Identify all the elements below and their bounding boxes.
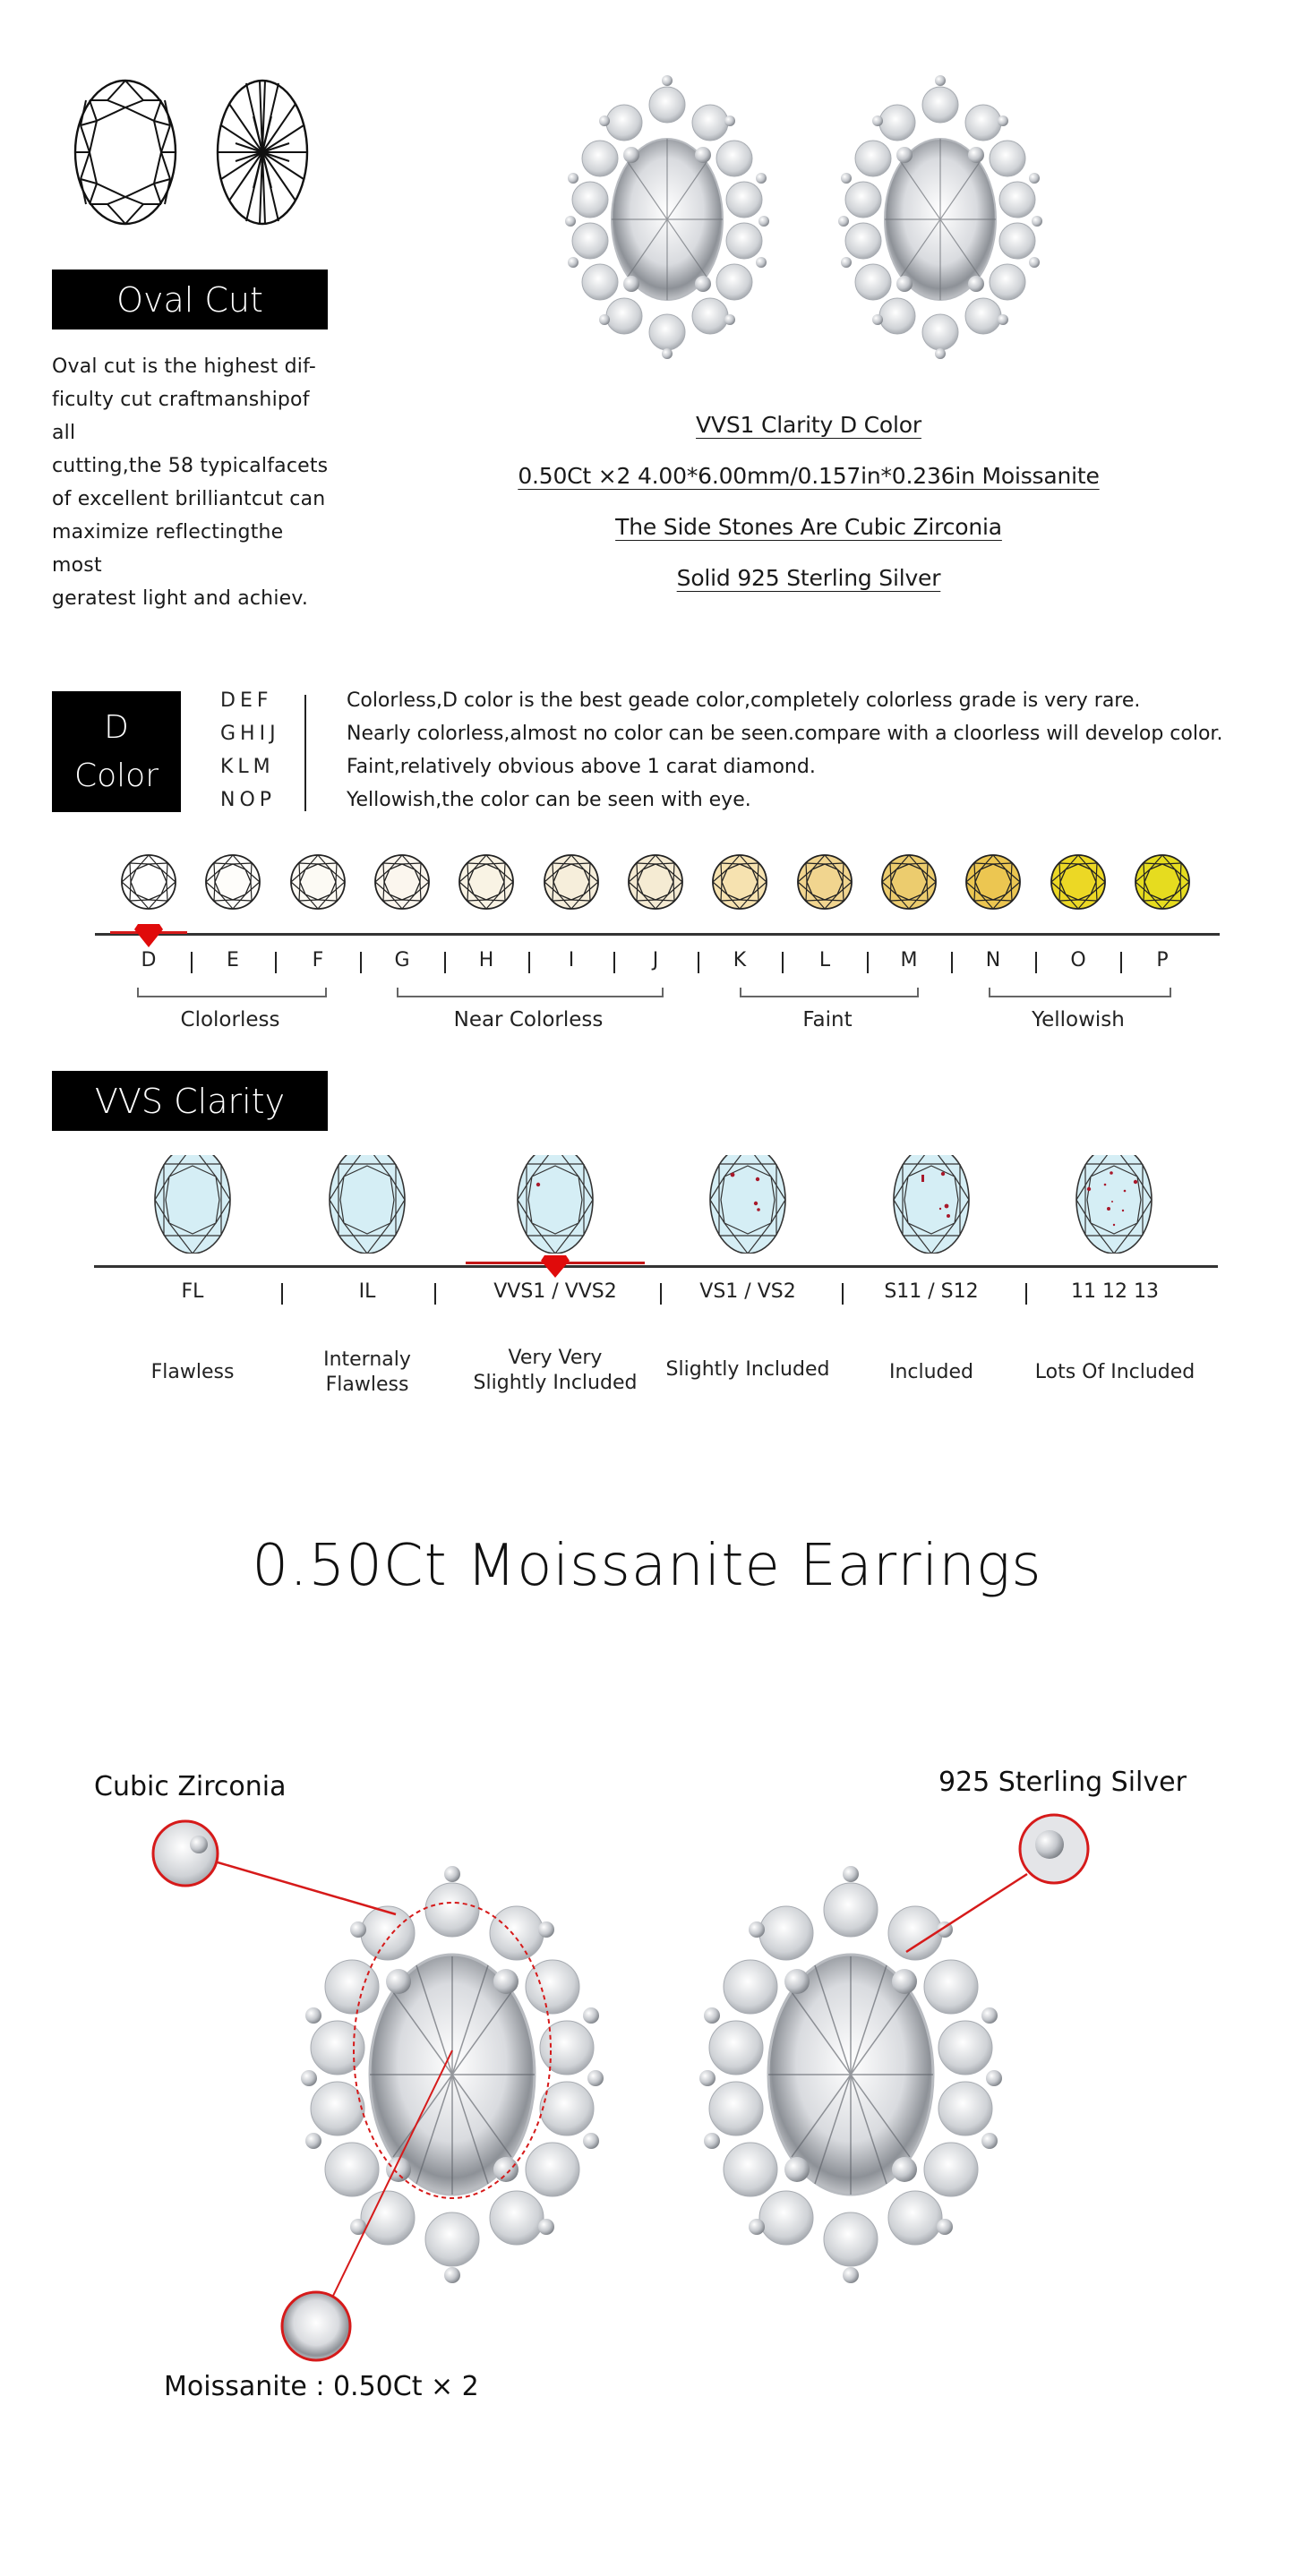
color-selected-marker-icon bbox=[134, 922, 163, 949]
clarity-heading-text: VVS Clarity bbox=[94, 1081, 286, 1121]
clarity-separator bbox=[660, 1283, 662, 1305]
oval-crown-facet-icon bbox=[72, 77, 179, 227]
clarity-desc-vvs: Very Very Slightly Included bbox=[473, 1347, 638, 1394]
callout-silver-label: 925 Sterling Silver bbox=[938, 1767, 1187, 1798]
earring-right bbox=[699, 1866, 1002, 2283]
grade-j: J bbox=[652, 949, 659, 971]
stone-l bbox=[798, 855, 852, 909]
clarity-stone-vvs bbox=[518, 1155, 593, 1254]
color-desc-faint: Faint,relatively obvious above 1 carat diamond. bbox=[347, 756, 816, 778]
grade-separator bbox=[782, 952, 784, 973]
grade-l: L bbox=[818, 949, 831, 971]
grade-e: E bbox=[227, 949, 239, 971]
clarity-code-il: IL bbox=[358, 1280, 376, 1303]
clarity-desc-si: Included bbox=[888, 1361, 974, 1383]
color-desc-near-colorless: Nearly colorless,almost no color can be seen.compare with a cloorless will develop color. bbox=[347, 723, 1223, 745]
grade-separator bbox=[444, 952, 446, 973]
earring-pair-photo-small bbox=[537, 63, 1075, 385]
description-line: of excellent brilliantcut can bbox=[52, 488, 326, 510]
grade-separator bbox=[528, 952, 530, 973]
bracket-faint bbox=[740, 988, 919, 997]
clarity-desc-vs: Slightly Included bbox=[665, 1358, 830, 1381]
clarity-stone-vs bbox=[710, 1155, 785, 1254]
stone-d bbox=[122, 855, 176, 909]
clarity-code-fl: FL bbox=[181, 1280, 204, 1303]
clarity-separator bbox=[434, 1283, 436, 1305]
description-line: ficulty cut craftmanshipof all bbox=[52, 389, 310, 444]
grade-g: G bbox=[394, 949, 410, 971]
clarity-stone-il bbox=[330, 1155, 405, 1254]
grade-o: O bbox=[1070, 949, 1086, 971]
grade-separator bbox=[360, 952, 362, 973]
product-title: 0.50Ct Moissanite Earrings bbox=[252, 1533, 1042, 1599]
clarity-code-si: S11 / S12 bbox=[884, 1280, 979, 1303]
earring-pair-photo-large bbox=[0, 1728, 1294, 2534]
group-near-colorless: Near Colorless bbox=[453, 1008, 604, 1031]
oval-pavilion-facet-icon bbox=[215, 77, 310, 227]
grade-f: F bbox=[312, 949, 324, 971]
grade-i: I bbox=[568, 949, 575, 971]
clarity-heading bbox=[52, 1071, 328, 1131]
bracket-yellowish bbox=[989, 988, 1171, 997]
color-codes-ghij: GHIJ bbox=[220, 723, 280, 745]
grade-p: P bbox=[1156, 949, 1169, 971]
grade-separator bbox=[951, 952, 953, 973]
grade-separator bbox=[191, 952, 193, 973]
clarity-code-i: 11 12 13 bbox=[1071, 1280, 1159, 1303]
grade-separator bbox=[867, 952, 869, 973]
grade-separator bbox=[275, 952, 277, 973]
grade-separator bbox=[1120, 952, 1122, 973]
spec-side-stones: The Side Stones Are Cubic Zirconia bbox=[615, 514, 1002, 540]
callout-cubic-zirconia-label: Cubic Zirconia bbox=[94, 1771, 287, 1802]
clarity-separator bbox=[842, 1283, 844, 1305]
stone-o bbox=[1051, 855, 1105, 909]
earring-left bbox=[301, 1866, 604, 2283]
grade-h: H bbox=[478, 949, 494, 971]
stone-p bbox=[1135, 855, 1189, 909]
d-color-badge-word: Color bbox=[74, 757, 159, 794]
color-codes-klm: KLM bbox=[220, 756, 275, 778]
stone-f bbox=[291, 855, 345, 909]
clarity-scale-axis bbox=[94, 1265, 1218, 1268]
color-scale-axis bbox=[95, 933, 1220, 936]
bracket-near-colorless bbox=[397, 988, 664, 997]
grade-separator bbox=[1035, 952, 1037, 973]
stone-j bbox=[629, 855, 682, 909]
clarity-desc-il: Internaly Flawless bbox=[323, 1348, 411, 1396]
group-faint: Faint bbox=[802, 1008, 853, 1031]
color-scale-stones bbox=[90, 851, 1236, 922]
color-grade-divider bbox=[304, 695, 306, 811]
callout-cubic-zirconia-magnifier bbox=[153, 1821, 396, 1914]
grade-d: D bbox=[141, 949, 157, 971]
stone-k bbox=[713, 855, 767, 909]
bracket-colorless bbox=[137, 988, 327, 997]
grade-separator bbox=[698, 952, 699, 973]
stone-m bbox=[882, 855, 936, 909]
group-colorless: Clolorless bbox=[180, 1008, 280, 1031]
clarity-stone-i bbox=[1076, 1155, 1152, 1254]
stone-i bbox=[544, 855, 598, 909]
grade-separator bbox=[613, 952, 615, 973]
stone-n bbox=[966, 855, 1020, 909]
clarity-separator bbox=[281, 1283, 283, 1305]
group-yellowish: Yellowish bbox=[1032, 1008, 1125, 1031]
spec-metal: Solid 925 Sterling Silver bbox=[676, 565, 941, 591]
grade-k: K bbox=[733, 949, 747, 971]
clarity-separator bbox=[1025, 1283, 1027, 1305]
oval-cut-description bbox=[52, 350, 338, 615]
description-line: cutting,the 58 typicalfacets bbox=[52, 455, 329, 477]
clarity-desc-fl: Flawless bbox=[150, 1361, 235, 1383]
d-color-badge bbox=[52, 691, 181, 812]
clarity-scale-stones bbox=[0, 1155, 1294, 1254]
stone-e bbox=[206, 855, 260, 909]
stone-h bbox=[459, 855, 513, 909]
d-color-badge-letter: D bbox=[104, 708, 129, 746]
clarity-stone-fl bbox=[155, 1155, 230, 1254]
clarity-desc-i: Lots Of Included bbox=[1034, 1361, 1195, 1383]
clarity-code-vvs: VVS1 / VVS2 bbox=[493, 1280, 617, 1303]
clarity-selected-marker-icon bbox=[541, 1254, 570, 1279]
callout-moissanite-label: Moissanite : 0.50Ct × 2 bbox=[164, 2371, 479, 2402]
color-codes-def: DEF bbox=[220, 689, 273, 712]
color-desc-colorless: Colorless,D color is the best geade color,completely colorless grade is very rare. bbox=[347, 689, 1141, 712]
grade-n: N bbox=[985, 949, 1001, 971]
spec-clarity-color: VVS1 Clarity D Color bbox=[696, 412, 921, 438]
description-line: geratest light and achiev. bbox=[52, 587, 309, 610]
oval-cut-heading-text: Oval Cut bbox=[116, 279, 263, 320]
oval-cut-heading bbox=[52, 270, 328, 329]
color-codes-nop: NOP bbox=[220, 789, 277, 811]
description-line: Oval cut is the highest dif- bbox=[52, 355, 316, 378]
clarity-code-vs: VS1 / VS2 bbox=[699, 1280, 796, 1303]
clarity-stone-si bbox=[894, 1155, 969, 1254]
grade-m: M bbox=[900, 949, 918, 971]
color-desc-yellowish: Yellowish,the color can be seen with eye. bbox=[347, 789, 751, 811]
description-line: maximize reflectingthe most bbox=[52, 521, 284, 577]
stone-g bbox=[375, 855, 429, 909]
spec-carat-size: 0.50Ct ×2 4.00*6.00mm/0.157in*0.236in Moissanite bbox=[518, 463, 1100, 489]
